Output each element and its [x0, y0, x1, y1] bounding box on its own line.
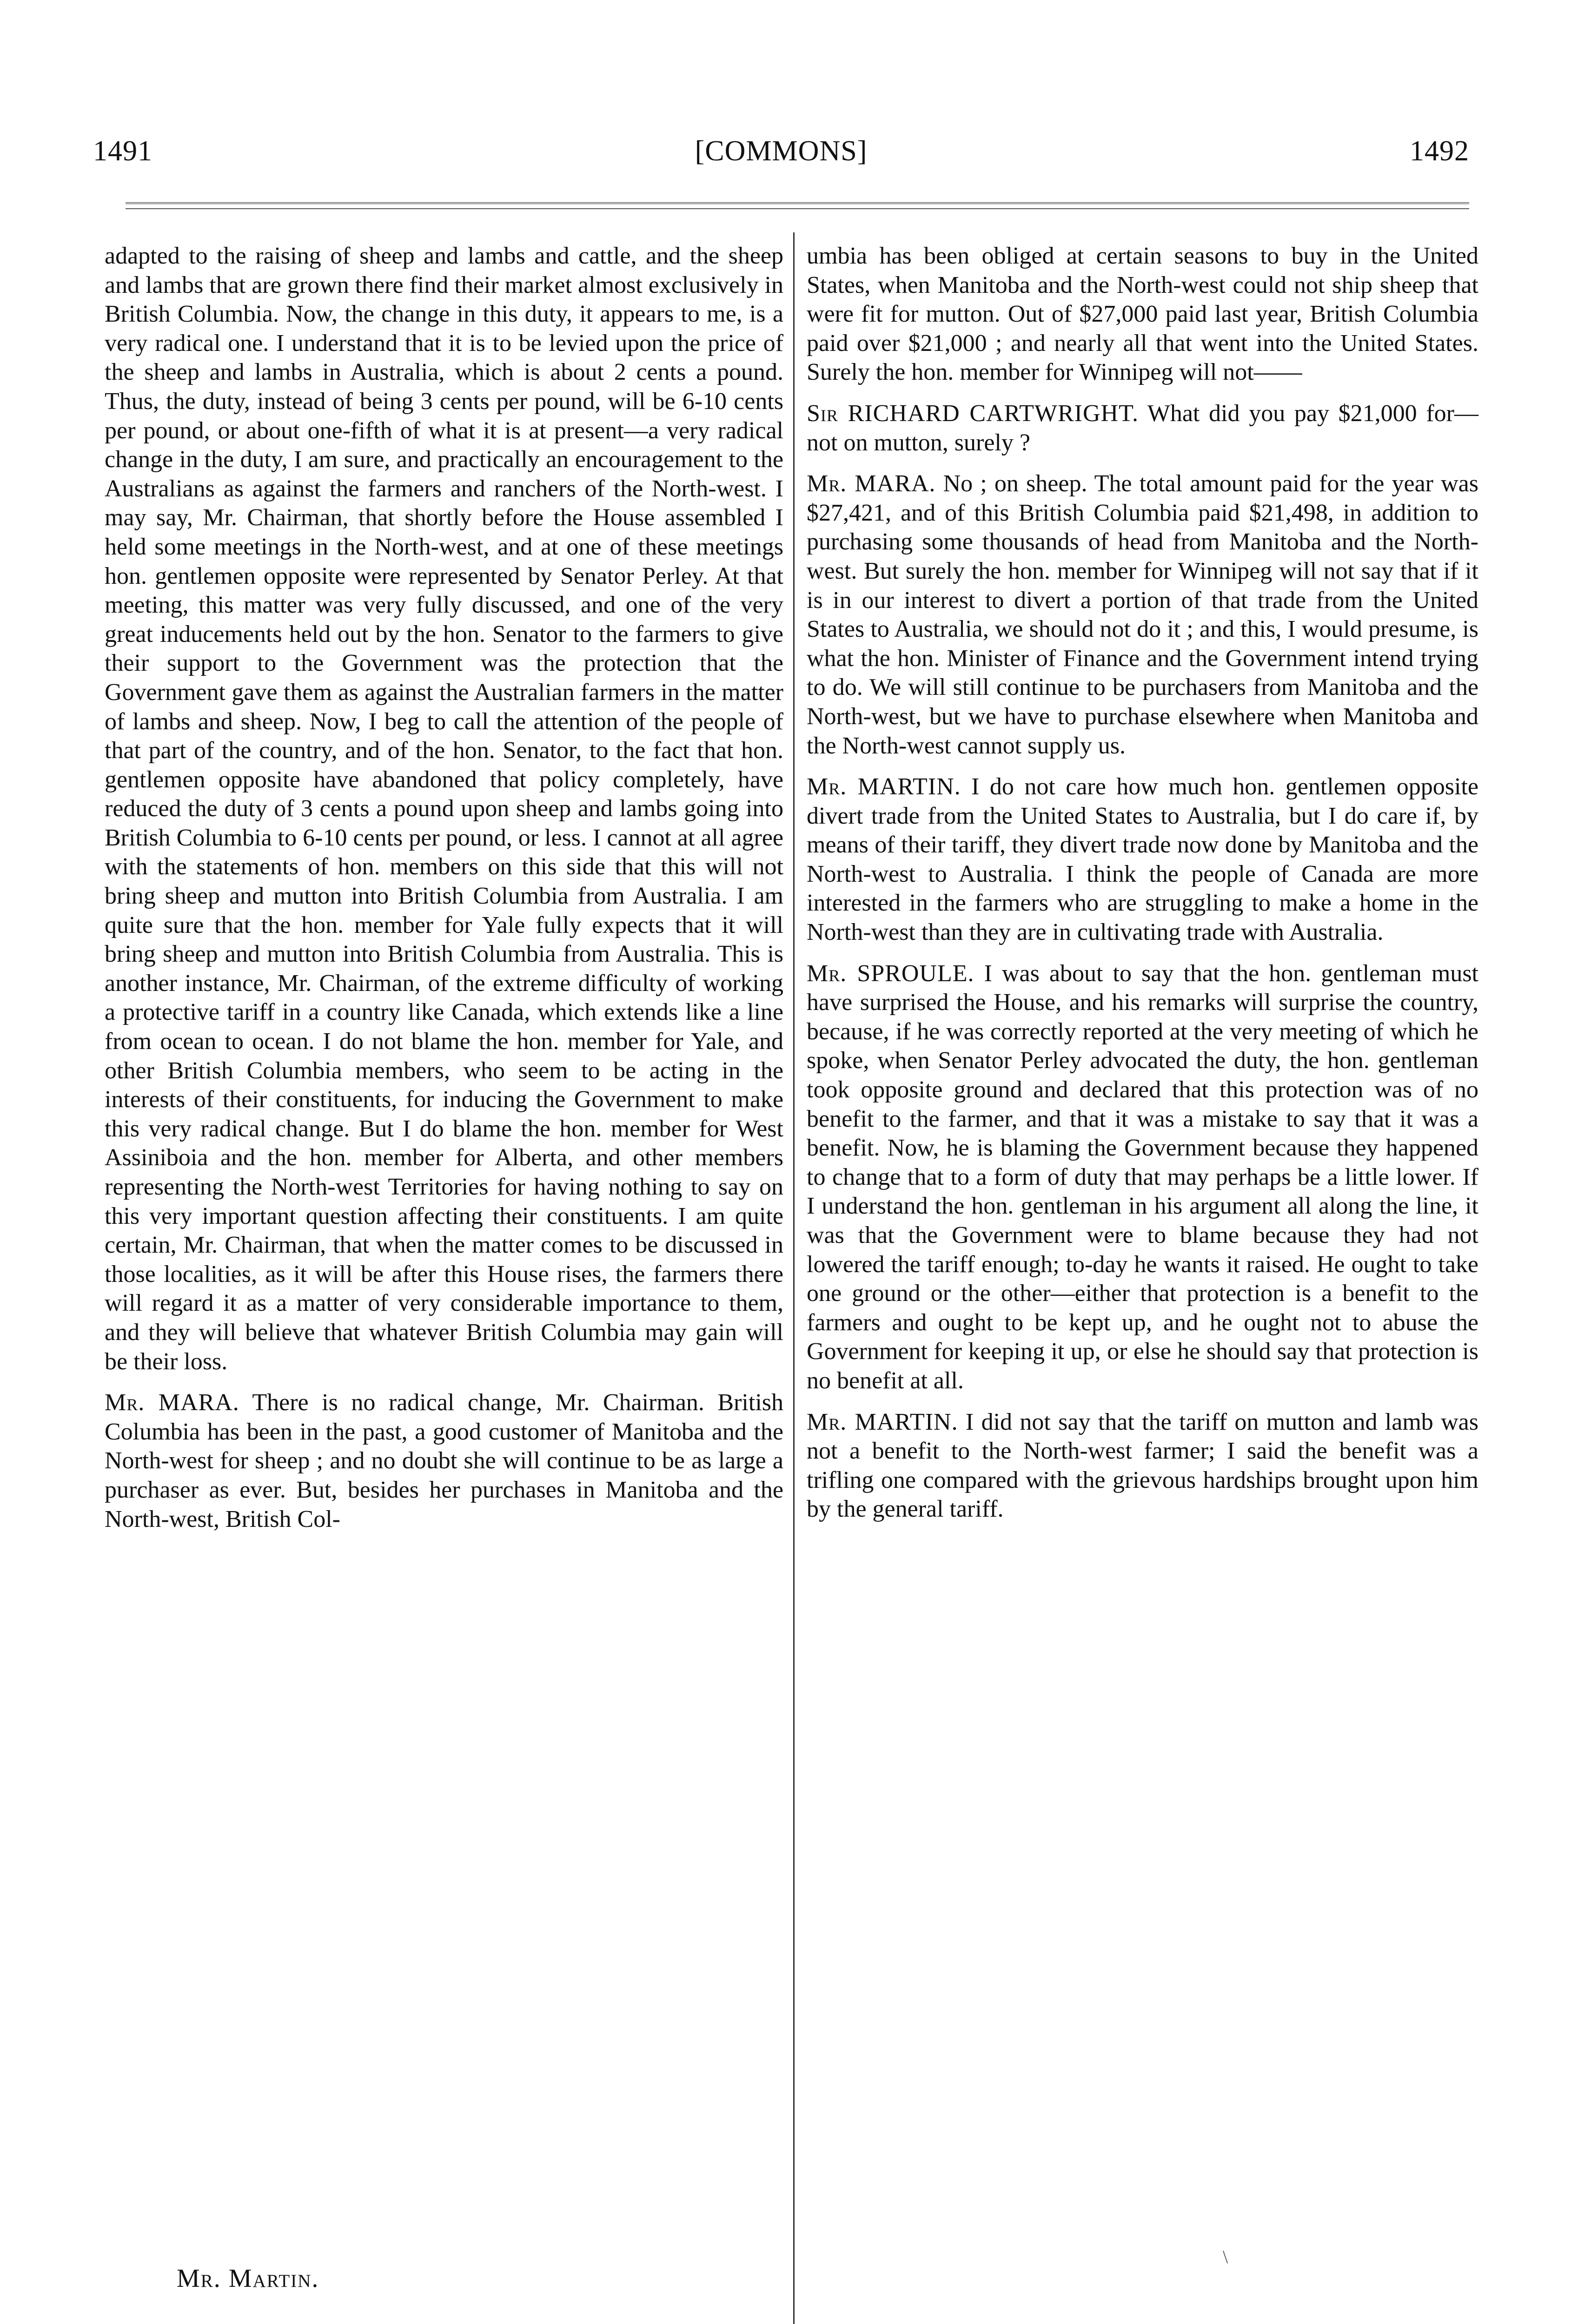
header-rule-secondary — [126, 208, 1469, 209]
header-rule — [126, 202, 1469, 204]
paragraph-text: I did not say that the tariff on mutton and lamb was not a benefit to the North-west farmer; I said the benefit was a trifling one compared with the grievous hardships brought upon him by the general tariff. — [807, 1408, 1478, 1523]
column-divider — [793, 232, 795, 2324]
speaker-name: Mr. MARTIN. — [807, 773, 961, 800]
page-header — [79, 125, 1483, 177]
paragraph — [105, 1388, 783, 1534]
page-number-right: 1492 — [1410, 135, 1469, 167]
paragraph — [105, 242, 783, 1376]
speaker-name: Mr. SPROULE. — [807, 960, 974, 987]
left-column — [105, 242, 783, 1546]
page-number-left: 1491 — [93, 135, 152, 167]
paragraph-text: No ; on sheep. The total amount paid for the year was $27,421, and of this British Columbia paid $21,498, in addition to purchasing some thousands of head from Manitoba and the North-west. But surely the hon. member for Winnipeg will not say that if it is in our interest to divert a portion of that trade from the United States to Australia, we should not do it ; and this, I would presume, is what the hon. Minister of Finance and the Government intend trying to do. We will still continue to be purchasers from Manitoba and the North-west, but we have to purchase elsewhere when Manitoba and the North-west cannot supply us. — [807, 470, 1478, 759]
speaker-name: Mr. MARA. — [807, 470, 936, 497]
paragraph — [807, 469, 1478, 760]
paragraph-text: I was about to say that the hon. gentleman must have surprised the House, and his remarks will surprise the country, because, if he was correctly reported at the very meeting of which he spoke, when Senator Perley advocated the duty, the hon. gentleman took opposite ground and declared that this protection was of no benefit to the farmer, and that it was a mistake to say that it was a benefit. Now, he is blaming the Government because they happened to change that to a form of duty that may perhaps be a little lower. If I understand the hon. gentleman in his argument all along the line, it was that the Government were to blame because they had not lowered the tariff enough; to-day he wants it raised. He ought to take one ground or the other—either that protection is a benefit to the farmers and ought to be kept up, and he ought not to abuse the Government for keeping it up, or else he should say that protection is no benefit at all. — [807, 960, 1479, 1394]
paragraph — [807, 242, 1478, 387]
running-title: [COMMONS] — [695, 135, 868, 167]
stray-mark: \ — [1223, 2246, 1228, 2267]
paragraph-text: umbia has been obliged at certain seasons to buy in the United States, when Manitoba and the North-west could not ship sheep that were fit for mutton. Out of $27,000 paid last year, British Columbia paid over $21,000 ; and nearly all that went into the United States. Surely the hon. member for Winnipeg will not—— — [807, 243, 1478, 386]
paragraph-text: There is no radical change, Mr. Chairman. British Columbia has been in the past, a good customer of Manitoba and the North-west for sheep ; and no doubt she will continue to be as large a purchaser as ever. But, besides her purchases in Manitoba and the North-west, British Col- — [105, 1389, 783, 1532]
speaker-name: Mr. MARTIN. — [807, 1408, 958, 1435]
paragraph — [807, 959, 1478, 1396]
footer-speaker-name: Mr. Martin. — [177, 2264, 319, 2293]
paragraph — [807, 1408, 1478, 1524]
paragraph-text: What did you pay $21,000 for—not on mutton, surely ? — [807, 400, 1478, 456]
paragraph — [807, 772, 1478, 947]
paragraph-text: adapted to the raising of sheep and lambs and cattle, and the sheep and lambs that are grown there find their market almost exclusively in British Columbia. Now, the change in this duty, it appears to me, is a very radical one. I understand that it is to be levied upon the price of the sheep and lambs in Australia, which is about 2 cents a pound. Thus, the duty, instead of being 3 cents per pound, will be 6-10 cents per pound, or about one-fifth of what it is at present—a very radical change in the duty, I am sure, and practically an encouragement to the Australians as against the farmers and ranchers of the North-west. I may say, Mr. Chairman, that shortly before the House assembled I held some meetings in the North-west, and at one of these meetings hon. gentlemen opposite were represented by Senator Perley. At that meeting, this matter was very fully discussed, and one of the very great inducements held out by the hon. Senator to the farmers to give their support to the Government was the protection that the Government gave them as against the Australian farmers in the matter of lambs and sheep. Now, I beg to call the attention of the people of that part of the country, and of the hon. Senator, to the fact that hon. gentlemen opposite have abandoned that policy completely, have reduced the duty of 3 cents a pound upon sheep and lambs going into British Columbia to 6-10 cents per pound, or less. I cannot at all agree with the statements of hon. members on this side that this will not bring sheep and mutton into British Columbia from Australia. I am quite sure that the hon. member for Yale fully expects that it will bring sheep and mutton into British Columbia from Australia. This is another instance, Mr. Chairman, of the extreme difficulty of working a protective tariff in a country like Canada, which extends like a line from ocean to ocean. I do not blame the hon. member for Yale, and other British Columbia members, who seem to be acting in the interests of their constituents, for inducing the Government to make this very radical change. But I do blame the hon. member for West Assiniboia and the hon. member for Alberta, and other members representing the North-west Territories for having nothing to say on this very important question affecting their constituents. I am quite certain, Mr. Chairman, that when the matter comes to be discussed in those localities, as it will be after this House rises, the farmers there will regard it as a matter of very considerable importance to them, and they will believe that whatever British Columbia may gain will be their loss. — [105, 243, 783, 1375]
paragraph — [807, 399, 1478, 457]
paragraph-text: I do not care how much hon. gentlemen opposite divert trade from the United States to Australia, but I do care if, by means of their tariff, they divert trade now done by Manitoba and the North-west to Australia. I think the people of Canada are more interested in the farmers who are struggling to make a home in the North-west than they are in cultivating trade with Australia. — [807, 773, 1478, 946]
speaker-name: Mr. MARA. — [105, 1389, 239, 1416]
right-column — [807, 242, 1478, 1536]
speaker-name: Sir RICHARD CARTWRIGHT. — [807, 400, 1139, 427]
